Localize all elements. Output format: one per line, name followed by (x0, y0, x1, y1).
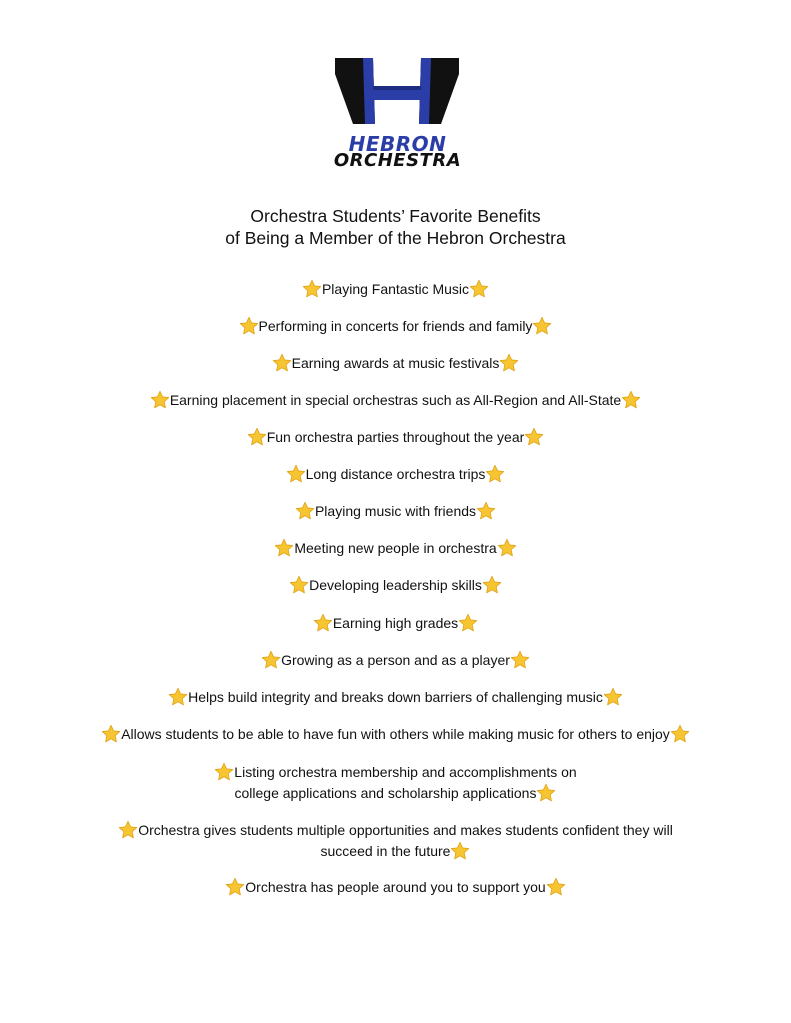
benefit-item (0, 724, 791, 745)
benefit-text: Fun orchestra parties throughout the year (266, 429, 525, 445)
benefit-line (0, 316, 791, 337)
benefit-item (0, 316, 791, 337)
star-icon (603, 687, 623, 707)
benefit-text: succeed in the future (320, 843, 451, 859)
logo-text-hebron: HEBRON (348, 132, 447, 156)
star-icon (536, 783, 556, 803)
benefit-item (0, 762, 791, 804)
benefit-line (0, 353, 791, 374)
star-icon (118, 820, 138, 840)
benefit-line (0, 820, 791, 841)
star-icon (168, 687, 188, 707)
star-icon (469, 279, 489, 299)
benefit-line (0, 501, 791, 522)
benefit-item (0, 877, 791, 898)
benefit-line (0, 575, 791, 596)
benefit-item (0, 501, 791, 522)
logo-text-orchestra: ORCHESTRA (333, 150, 462, 171)
star-icon (286, 464, 306, 484)
star-icon (458, 613, 478, 633)
benefit-line (0, 427, 791, 448)
benefit-item (0, 575, 791, 596)
benefit-text: Orchestra gives students multiple opportunities and makes students confident they will (138, 822, 673, 838)
benefit-text: Playing music with friends (314, 503, 477, 519)
star-icon (239, 316, 259, 336)
star-icon (313, 613, 333, 633)
star-icon (272, 353, 292, 373)
benefit-line (0, 613, 791, 634)
star-icon (274, 538, 294, 558)
benefit-item (0, 353, 791, 374)
benefit-line (0, 464, 791, 485)
benefit-text: Earning placement in special orchestras such as All-Region and All-State (169, 392, 622, 408)
benefit-line (0, 762, 791, 783)
benefit-line (0, 687, 791, 708)
benefit-text: Earning high grades (332, 615, 459, 631)
benefit-text: Long distance orchestra trips (305, 466, 486, 482)
benefit-item (0, 279, 791, 300)
benefit-item (0, 390, 791, 411)
star-icon (247, 427, 267, 447)
benefit-line (0, 538, 791, 559)
star-icon (225, 877, 245, 897)
benefit-text: Orchestra has people around you to support you (245, 879, 546, 895)
benefit-text: Performing in concerts for friends and family (258, 318, 533, 334)
benefit-line (0, 841, 791, 862)
benefit-text: college applications and scholarship applications (234, 785, 537, 801)
benefit-text: Listing orchestra membership and accomplishments on (234, 764, 577, 780)
star-icon (450, 841, 470, 861)
star-icon (476, 501, 496, 521)
title-line-1: Orchestra Students’ Favorite Benefits (250, 206, 541, 226)
benefit-line (0, 724, 791, 745)
benefit-item (0, 650, 791, 671)
benefit-text: Helps build integrity and breaks down barriers of challenging music (188, 689, 603, 705)
star-icon (621, 390, 641, 410)
star-icon (532, 316, 552, 336)
star-icon (482, 575, 502, 595)
benefit-text: Earning awards at music festivals (291, 355, 500, 371)
star-icon (214, 762, 234, 782)
benefit-text: Playing Fantastic Music (321, 281, 470, 297)
star-icon (101, 724, 121, 744)
star-icon (546, 877, 566, 897)
benefit-text: Growing as a person and as a player (281, 652, 510, 668)
benefit-line (0, 279, 791, 300)
benefit-item (0, 820, 791, 862)
star-icon (289, 575, 309, 595)
star-icon (524, 427, 544, 447)
benefit-text: Allows students to be able to have fun with others while making music for others to enjoy (121, 726, 670, 742)
hebron-orchestra-logo (330, 56, 465, 171)
page-title (0, 205, 791, 249)
benefit-line (0, 650, 791, 671)
benefit-item (0, 613, 791, 634)
star-icon (510, 650, 530, 670)
benefit-line (0, 390, 791, 411)
star-icon (485, 464, 505, 484)
benefit-text: Developing leadership skills (309, 577, 482, 593)
benefit-item (0, 464, 791, 485)
h-emblem-icon (333, 56, 461, 128)
star-icon (670, 724, 690, 744)
star-icon (295, 501, 315, 521)
benefit-line (0, 783, 791, 804)
benefit-line (0, 877, 791, 898)
star-icon (497, 538, 517, 558)
star-icon (261, 650, 281, 670)
benefit-text: Meeting new people in orchestra (294, 540, 497, 556)
star-icon (302, 279, 322, 299)
benefit-item (0, 538, 791, 559)
star-icon (499, 353, 519, 373)
benefit-item (0, 427, 791, 448)
star-icon (150, 390, 170, 410)
benefit-item (0, 687, 791, 708)
title-line-2: of Being a Member of the Hebron Orchestra (225, 228, 566, 248)
